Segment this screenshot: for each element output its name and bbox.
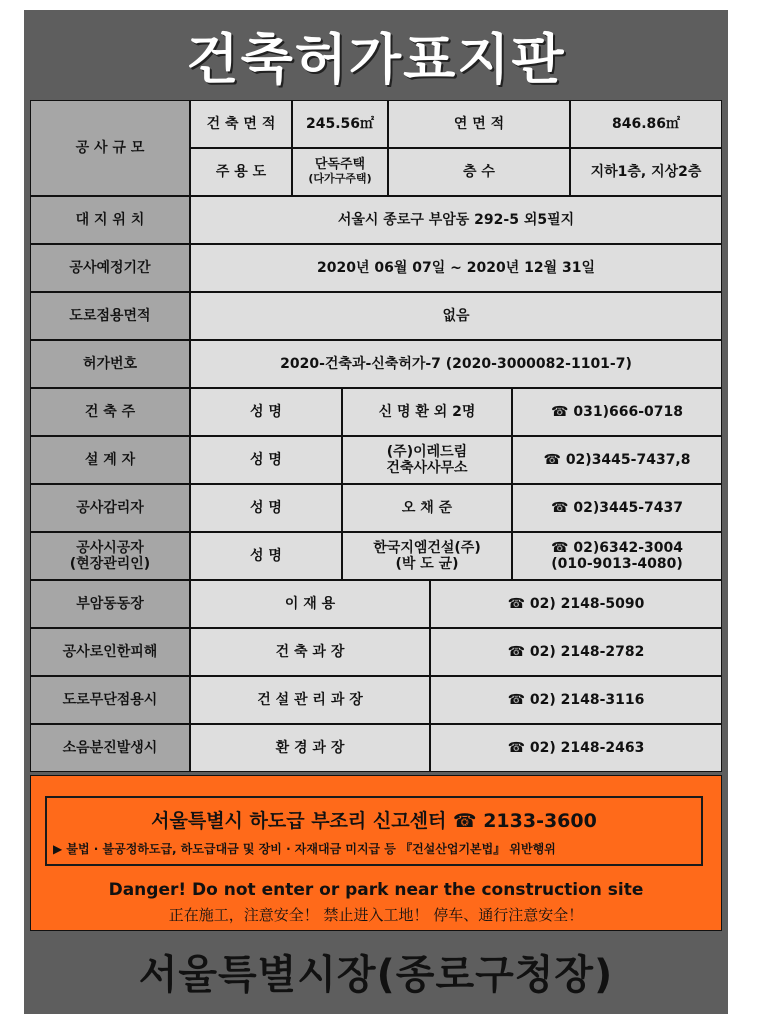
- owner-name: 신 명 환 외 2명: [342, 388, 512, 436]
- report-notice: ▶ 불법 · 불공정하도급, 하도급대금 및 장비 · 자재대금 미지급 등 『건설산업기본법』 위반행위: [53, 842, 556, 856]
- contact-label-road: 도로무단점용시: [30, 676, 190, 724]
- contact-dept-damage: 건 축 과 장: [190, 628, 430, 676]
- main-use-value: [292, 148, 388, 196]
- floors-value: 지하1층, 지상2층: [570, 148, 722, 196]
- contractor-label: [30, 532, 190, 580]
- contact-label-damage: 공사로인한피해: [30, 628, 190, 676]
- contact-phone-damage: ☎ 02) 2148-2782: [430, 628, 722, 676]
- contractor-phone: [512, 532, 722, 580]
- contact-phone-noise: ☎ 02) 2148-2463: [430, 724, 722, 772]
- contact-dept-dong: 이 재 용: [190, 580, 430, 628]
- designer-name: [342, 436, 512, 484]
- total-area-value: 846.86㎡: [570, 100, 722, 148]
- contractor-phone-line-1: ☎ 02)6342-3004: [551, 539, 683, 556]
- contact-phone-road: ☎ 02) 2148-3116: [430, 676, 722, 724]
- owner-name-label: 성 명: [190, 388, 342, 436]
- road-value: 없음: [190, 292, 722, 340]
- warning-panel: [30, 775, 722, 931]
- danger-english: Danger! Do not enter or park near the construction site: [108, 880, 644, 900]
- permit-value: 2020-건축과-신축허가-7 (2020-3000082-1101-7): [190, 340, 722, 388]
- scale-label: 공 사 규 모: [30, 100, 190, 196]
- report-center: 서울특별시 하도급 부조리 신고센터 ☎ 2133-3600: [151, 810, 597, 832]
- report-center-box: [45, 796, 703, 866]
- total-area-label: 연 면 적: [388, 100, 570, 148]
- board-title: 건축허가표지판: [186, 27, 566, 91]
- contractor-name-line-1: 한국지엠건설(주): [373, 539, 481, 556]
- contact-dept-noise: 환 경 과 장: [190, 724, 430, 772]
- contact-phone-dong: ☎ 02) 2148-5090: [430, 580, 722, 628]
- designer-name-line-2: 건축사사무소: [386, 460, 468, 476]
- site-value: 서울시 종로구 부암동 292-5 외5필지: [190, 196, 722, 244]
- contact-label-dong: 부암동동장: [30, 580, 190, 628]
- contractor-label-line-2: (현장관리인): [69, 556, 151, 572]
- designer-phone: ☎ 02)3445-7437,8: [512, 436, 722, 484]
- supervisor-name: 오 채 준: [342, 484, 512, 532]
- issuer: 서울특별시장(종로구청장): [138, 951, 614, 998]
- main-use-line-2: (다가구주택): [308, 172, 372, 186]
- area-label: 건 축 면 적: [190, 100, 292, 148]
- site-label: 대 지 위 치: [30, 196, 190, 244]
- period-label: 공사예정기간: [30, 244, 190, 292]
- danger-chinese: 正在施工，注意安全！ 禁止进入工地！ 停车、通行注意安全！: [168, 906, 584, 924]
- permit-board: [24, 10, 728, 1014]
- designer-label: 설 계 자: [30, 436, 190, 484]
- floors-label: 층 수: [388, 148, 570, 196]
- permit-label: 허가번호: [30, 340, 190, 388]
- owner-label: 건 축 주: [30, 388, 190, 436]
- supervisor-name-label: 성 명: [190, 484, 342, 532]
- designer-name-line-1: (주)이레드림: [386, 443, 468, 460]
- road-label: 도로점용면적: [30, 292, 190, 340]
- contact-dept-road: 건 설 관 리 과 장: [190, 676, 430, 724]
- contractor-label-line-1: 공사시공자: [76, 539, 144, 556]
- designer-name-label: 성 명: [190, 436, 342, 484]
- main-use-line-1: 단독주택: [314, 157, 366, 173]
- contractor-name-line-2: (박 도 균): [395, 556, 459, 572]
- main-use-label: 주 용 도: [190, 148, 292, 196]
- owner-phone: ☎ 031)666-0718: [512, 388, 722, 436]
- area-value: 245.56㎡: [292, 100, 388, 148]
- supervisor-label: 공사감리자: [30, 484, 190, 532]
- contractor-name-label: 성 명: [190, 532, 342, 580]
- period-value: 2020년 06월 07일 ~ 2020년 12월 31일: [190, 244, 722, 292]
- contractor-name: [342, 532, 512, 580]
- supervisor-phone: ☎ 02)3445-7437: [512, 484, 722, 532]
- contact-label-noise: 소음분진발생시: [30, 724, 190, 772]
- contractor-phone-line-2: (010-9013-4080): [551, 556, 683, 572]
